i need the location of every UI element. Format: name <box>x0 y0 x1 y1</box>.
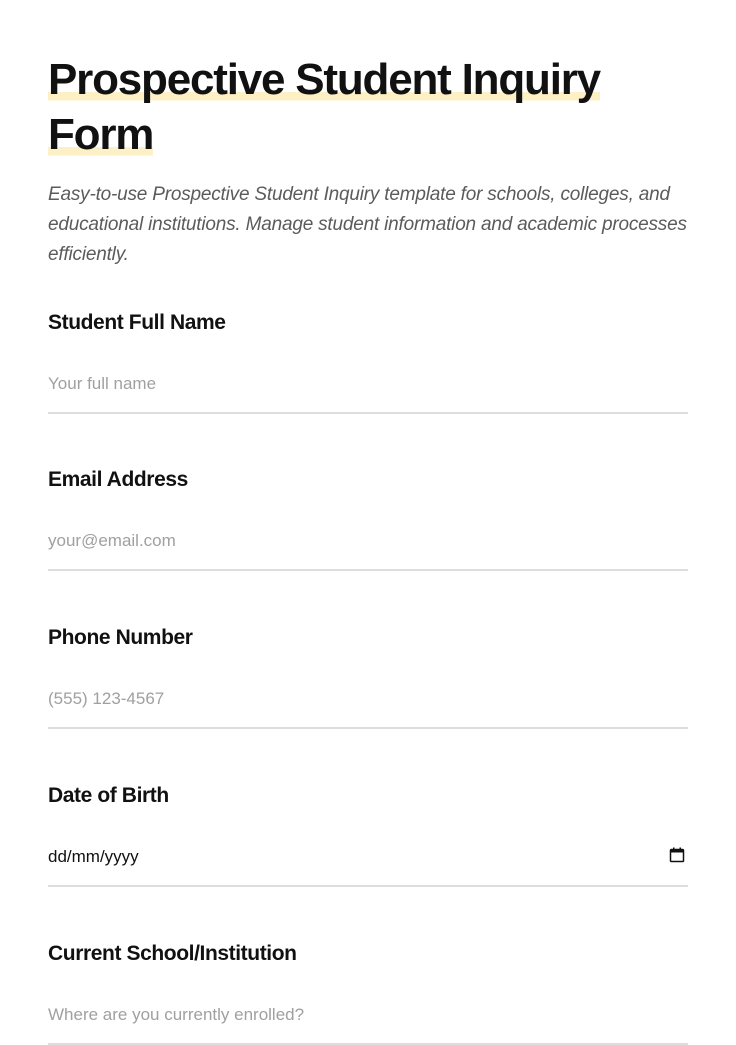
email-address-placeholder: your@email.com <box>48 531 176 550</box>
field-label-student-full-name: Student Full Name <box>48 311 226 334</box>
field-label-email-address: Email Address <box>48 468 188 491</box>
page-title <box>48 52 648 162</box>
field-email-address <box>48 467 688 571</box>
student-full-name-placeholder: Your full name <box>48 374 157 393</box>
field-label-phone-number: Phone Number <box>48 626 193 649</box>
form-description: Easy-to-use Prospective Student Inquiry template for schools, colleges, and educational institutions. Manage student information and academic processes efficiently. <box>48 184 687 265</box>
field-current-school <box>48 941 688 1045</box>
phone-number-input[interactable] <box>48 685 688 729</box>
field-phone-number <box>48 625 688 729</box>
field-student-full-name <box>48 310 688 414</box>
field-date-of-birth <box>48 783 688 887</box>
calendar-icon[interactable] <box>669 847 685 863</box>
email-address-input[interactable] <box>48 527 688 571</box>
field-label-current-school: Current School/Institution <box>48 942 297 965</box>
page-title-text: Prospective Student Inquiry Form <box>48 55 600 159</box>
date-of-birth-value: dd/mm/yyyy <box>48 847 139 866</box>
current-school-input[interactable] <box>48 1001 688 1045</box>
field-label-date-of-birth: Date of Birth <box>48 784 169 807</box>
current-school-placeholder: Where are you currently enrolled? <box>48 1005 305 1024</box>
student-full-name-input[interactable] <box>48 370 688 414</box>
date-of-birth-input[interactable] <box>48 843 688 887</box>
phone-number-placeholder: (555) 123-4567 <box>48 689 165 708</box>
